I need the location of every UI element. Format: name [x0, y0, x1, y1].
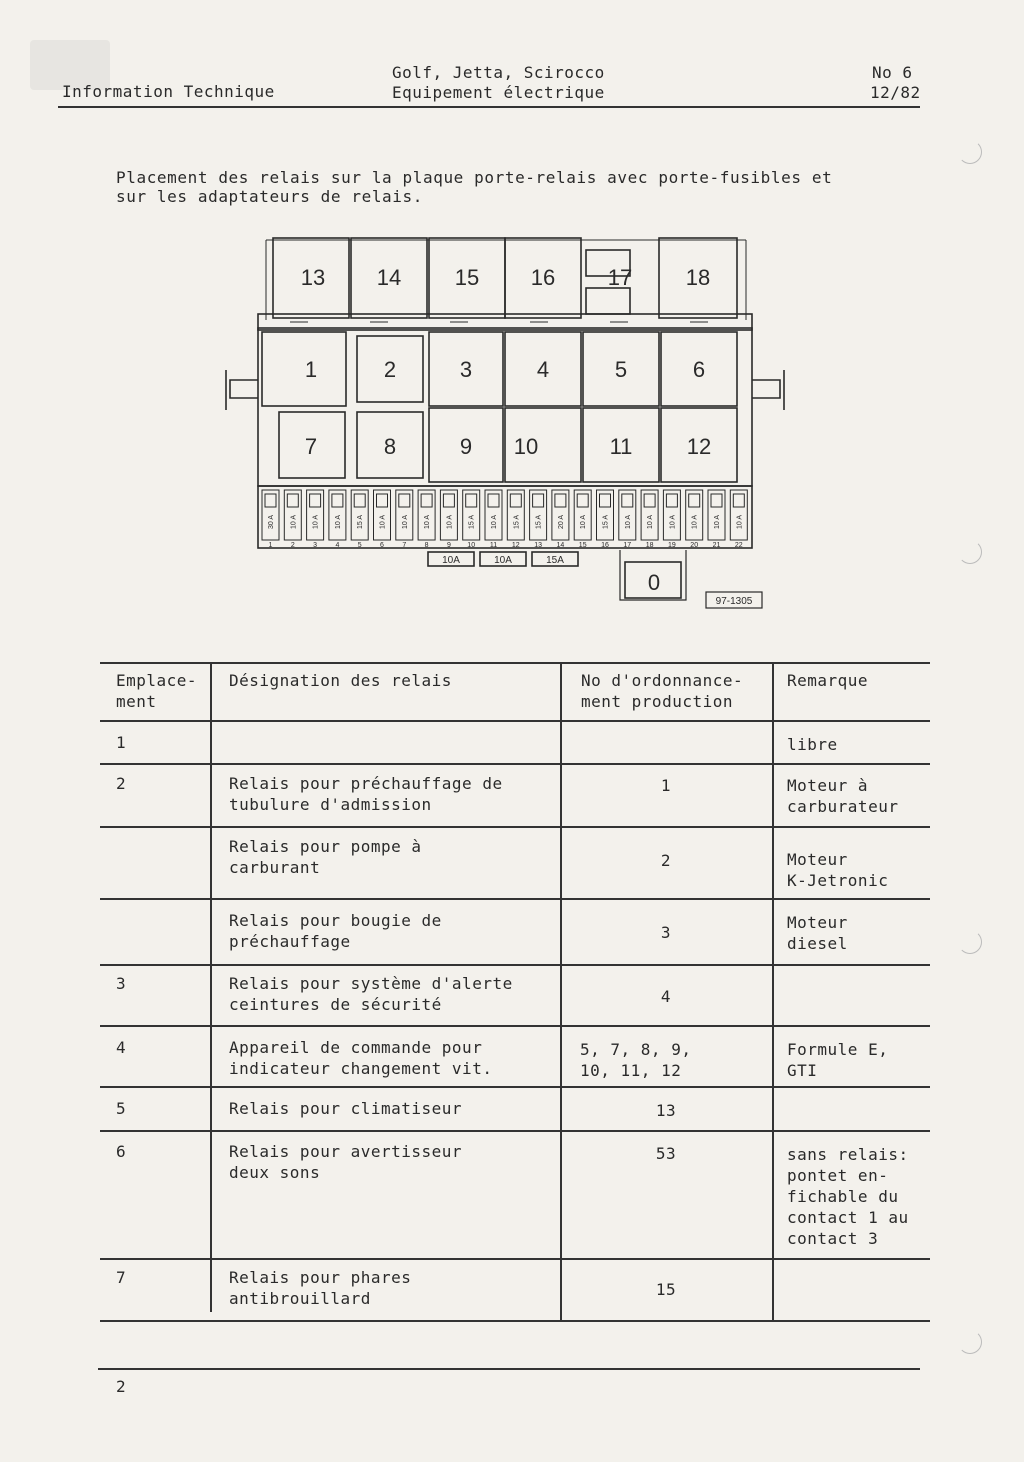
relay-label-3: 3 [459, 357, 473, 382]
relay-label-2: 2 [383, 357, 397, 382]
fuse-number-3: 3 [313, 542, 318, 549]
fuse-rating-4: 10 A [334, 514, 342, 530]
header-number: No 6 [872, 63, 913, 82]
fuse-number-19: 19 [668, 542, 676, 549]
table-row-2-rem: Moteur à carburateur [787, 776, 899, 816]
fuse-contact [644, 494, 655, 507]
fuse-number-1: 1 [268, 542, 273, 549]
fuse-rating-19: 10 A [669, 514, 677, 530]
punch-hole [958, 930, 982, 954]
table-row-7-empl: 5 [116, 1099, 127, 1118]
col-header-remarque: Remarque [787, 671, 869, 690]
fuse-number-6: 6 [380, 542, 384, 549]
relay-label-10: 10 [513, 434, 539, 459]
intro-line-2: sur les adaptateurs de relais. [116, 187, 423, 206]
fuse-contact [265, 494, 276, 507]
table-row-9-desig: Relais pour phares antibrouillard [229, 1268, 412, 1308]
table-row-8-empl: 6 [116, 1142, 127, 1161]
fuse-rating-9: 10 A [446, 514, 454, 530]
fuse-contact [332, 494, 343, 507]
table-row-5-desig: Relais pour système d'alerte ceintures de sécurité [229, 974, 513, 1014]
fuse-contact [555, 494, 566, 507]
header-rule [58, 106, 920, 108]
fuse-number-7: 7 [402, 542, 407, 549]
table-rule-7 [100, 1130, 930, 1132]
fuse-rating-6: 10 A [379, 514, 387, 530]
header-subject: Equipement électrique [392, 83, 605, 102]
fuse-number-13: 13 [534, 542, 542, 549]
header-left: Information Technique [62, 82, 275, 101]
fuse-rating-17: 10 A [624, 514, 632, 530]
relay-label-18: 18 [685, 265, 711, 290]
relay-label-15: 15 [454, 265, 480, 290]
punch-hole [958, 1330, 982, 1354]
table-row-6-no: 5, 7, 8, 9, 10, 11, 12 [580, 1040, 692, 1080]
fuse-contact [600, 494, 611, 507]
relay-label-12: 12 [686, 434, 712, 459]
relay-label-0: 0 [647, 570, 661, 595]
footer-rule [98, 1368, 920, 1370]
table-row-4-rem: Moteur diesel [787, 913, 848, 953]
fuse-number-21: 21 [712, 542, 721, 549]
fuse-number-15: 15 [578, 542, 587, 549]
table-row-8-no: 53 [655, 1144, 677, 1163]
relay-label-16: 16 [530, 265, 556, 290]
fuse-contact [466, 494, 477, 507]
fuse-contact [354, 494, 365, 507]
relay-label-4: 4 [536, 357, 550, 382]
table-row-3-desig: Relais pour pompe à carburant [229, 837, 422, 877]
extra-fuse-label-3: 15A [546, 555, 564, 566]
relay-plate-diagram [200, 210, 800, 620]
fuse-contact [488, 494, 499, 507]
fuse-rating-2: 10 A [290, 514, 298, 530]
fuse-rating-21: 10 A [714, 514, 721, 530]
table-rule-bottom [100, 1320, 930, 1322]
table-row-2-desig: Relais pour préchauffage de tubulure d'admission [229, 774, 503, 814]
fuse-rating-13: 15 A [535, 514, 543, 530]
table-row-6-desig: Appareil de commande pour indicateur changement vit. [229, 1038, 493, 1078]
relay-label-7: 7 [304, 434, 318, 459]
relay-label-6: 6 [692, 357, 706, 382]
table-row-1-empl: 1 [116, 733, 127, 752]
table-col-divider-1 [210, 662, 212, 1312]
table-rule-8 [100, 1258, 930, 1260]
fuse-number-9: 9 [446, 542, 451, 549]
table-rule-2 [100, 826, 930, 828]
fuse-contact [310, 494, 321, 507]
fuse-number-8: 8 [424, 542, 429, 549]
punch-hole [958, 540, 982, 564]
table-row-9-empl: 7 [116, 1268, 127, 1287]
fuse-rating-20: 10 A [691, 514, 699, 530]
fuse-number-10: 10 [467, 542, 476, 549]
table-row-8-desig: Relais pour avertisseur deux sons [229, 1142, 463, 1182]
fuse-rating-16: 15 A [602, 514, 610, 530]
fuse-rating-22: 10 A [736, 514, 744, 530]
fuse-number-11: 11 [489, 542, 498, 549]
fuse-contact [443, 494, 454, 507]
fuse-number-17: 17 [623, 542, 632, 549]
table-row-3-rem: Moteur K-Jetronic [787, 850, 889, 890]
fuse-rating-12: 15 A [513, 514, 521, 530]
table-row-7-desig: Relais pour climatiseur [229, 1099, 463, 1118]
fuse-contact [287, 494, 298, 507]
relay-label-14: 14 [376, 265, 402, 290]
fuse-contact [533, 494, 544, 507]
fuse-rating-8: 10 A [424, 514, 432, 530]
fuse-rating-3: 10 A [312, 514, 320, 530]
table-row-5-no: 4 [660, 987, 672, 1006]
fuse-number-12: 12 [511, 542, 520, 549]
fuse-contact [689, 494, 700, 507]
punch-hole [958, 140, 982, 164]
relay-label-17: 17 [607, 265, 633, 290]
table-rule-5 [100, 1025, 930, 1027]
table-row-4-desig: Relais pour bougie de préchauffage [229, 911, 442, 951]
table-col-divider-3 [772, 662, 774, 1320]
fuse-contact [622, 494, 633, 507]
fuse-contact [510, 494, 521, 507]
fuse-rating-10: 15 A [468, 514, 476, 530]
header-model: Golf, Jetta, Scirocco [392, 63, 605, 82]
fuse-contact [733, 494, 744, 507]
fuse-contact [577, 494, 588, 507]
relay-label-8: 8 [383, 434, 397, 459]
relay-label-5: 5 [614, 357, 628, 382]
fuse-contact [666, 494, 677, 507]
fuse-rating-7: 10 A [401, 514, 409, 530]
fuse-rating-18: 10 A [647, 514, 655, 530]
table-row-2-empl: 2 [116, 774, 127, 793]
fuse-number-18: 18 [645, 542, 654, 549]
relay-slot-17-lower [586, 288, 630, 314]
fuse-rating-15: 10 A [580, 514, 588, 530]
fuse-rating-14: 20 A [557, 514, 565, 530]
table-row-4-no: 3 [660, 923, 672, 942]
header-date: 12/82 [870, 83, 921, 102]
relay-label-9: 9 [459, 434, 473, 459]
fuse-number-20: 20 [690, 542, 699, 549]
table-rule-1 [100, 763, 930, 765]
table-row-8-rem: sans relais: pontet en- fichable du contact 1 au contact 3 [787, 1145, 909, 1248]
col-header-designation: Désignation des relais [229, 671, 452, 690]
fuse-contact [711, 494, 722, 507]
fuse-contact [399, 494, 410, 507]
page-number: 2 [116, 1377, 127, 1396]
relay-label-11: 11 [609, 434, 633, 459]
table-rule-header [100, 720, 930, 722]
table-row-3-no: 2 [660, 851, 672, 870]
fuse-contact [421, 494, 432, 507]
table-rule-top [100, 662, 930, 664]
table-row-6-empl: 4 [116, 1038, 127, 1057]
relay-label-1: 1 [304, 357, 318, 382]
extra-fuse-label-1: 10A [442, 555, 460, 566]
fuse-number-16: 16 [601, 542, 609, 549]
table-row-6-rem: Formule E, GTI [787, 1040, 889, 1080]
fuse-rating-1: 30 A [268, 514, 275, 530]
relay-label-13: 13 [300, 265, 326, 290]
fuse-rating-5: 15 A [357, 514, 365, 530]
fuse-number-22: 22 [734, 542, 743, 549]
table-rule-6 [100, 1086, 930, 1088]
table-row-5-empl: 3 [116, 974, 127, 993]
table-row-7-no: 13 [655, 1101, 677, 1120]
table-rule-4 [100, 964, 930, 966]
fuse-number-14: 14 [556, 542, 565, 549]
fuse-contact [377, 494, 388, 507]
fuse-number-5: 5 [357, 542, 362, 549]
fuse-number-4: 4 [335, 542, 340, 549]
table-row-1-rem: libre [787, 735, 838, 754]
table-row-9-no: 15 [655, 1280, 677, 1299]
extra-fuse-label-2: 10A [494, 555, 512, 566]
col-header-emplacement: Emplace- ment [116, 671, 198, 711]
col-header-ordonnance: No d'ordonnance- ment production [581, 671, 744, 711]
intro-line-1: Placement des relais sur la plaque porte-relais avec porte-fusibles et [116, 168, 833, 187]
table-rule-3 [100, 898, 930, 900]
table-row-2-no: 1 [660, 776, 672, 795]
reference-label: 97-1305 [715, 596, 753, 607]
fuse-number-2: 2 [290, 542, 295, 549]
fuse-rating-11: 10 A [491, 514, 498, 530]
